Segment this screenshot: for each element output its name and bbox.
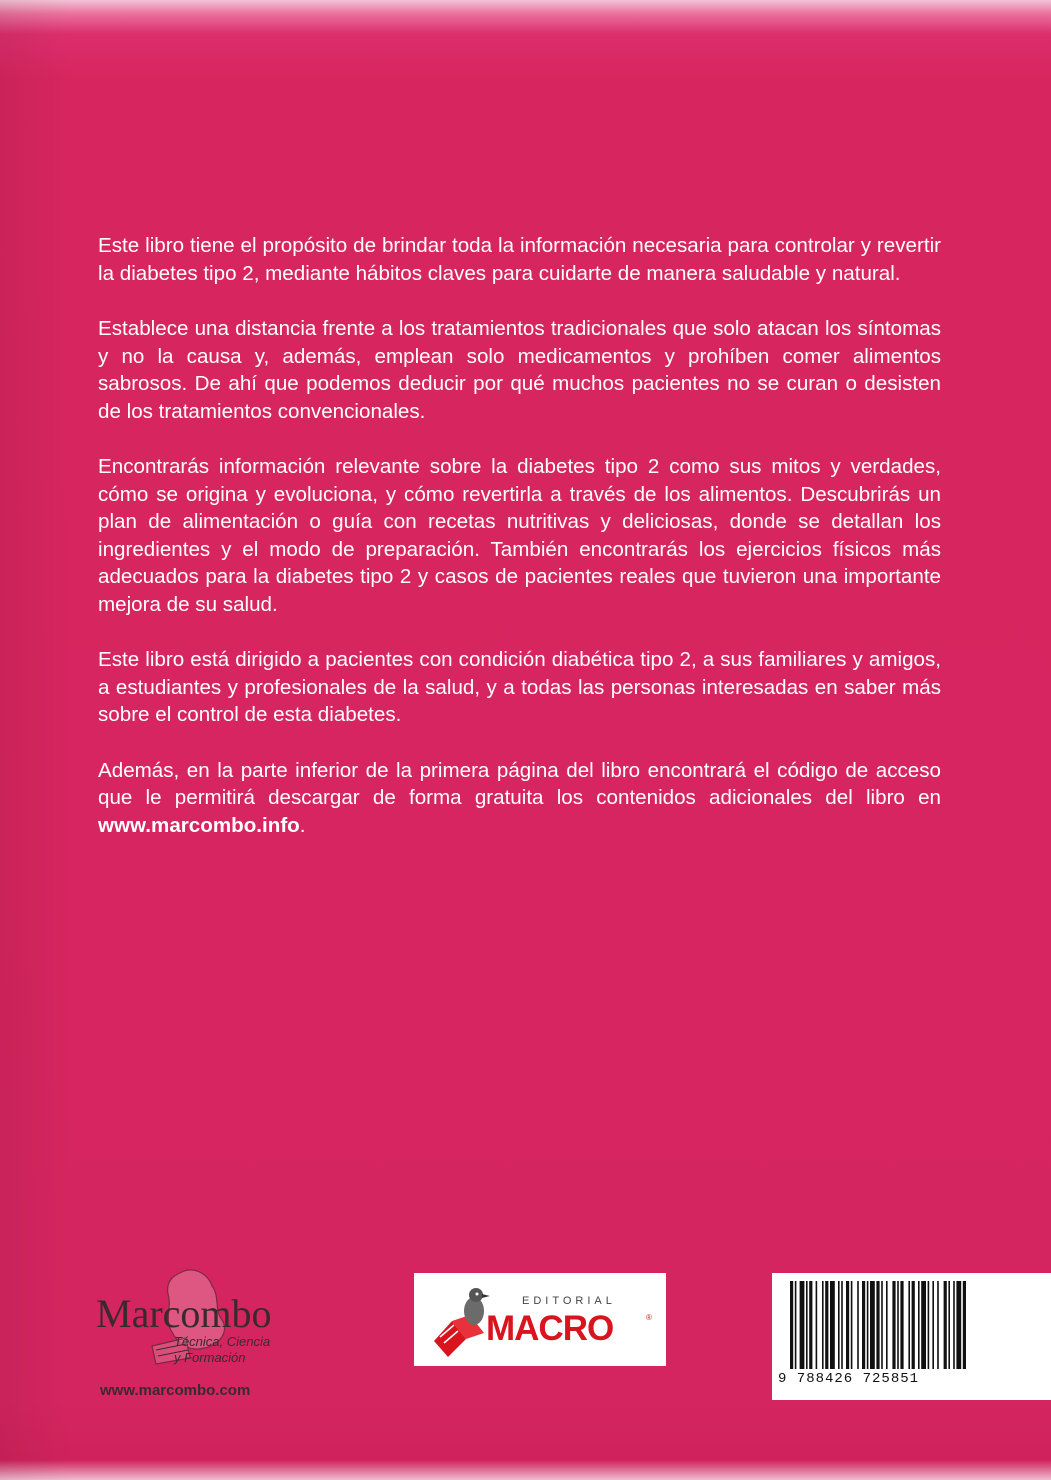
barcode-bar xyxy=(830,1281,835,1369)
editorial-label: EDITORIAL xyxy=(522,1295,616,1307)
barcode-bar xyxy=(870,1281,875,1369)
isbn-barcode xyxy=(772,1273,1051,1400)
barcode-bars xyxy=(790,1281,1045,1369)
barcode-bar xyxy=(838,1281,840,1369)
barcode-bar xyxy=(806,1281,808,1369)
barcode-bar xyxy=(825,1281,828,1369)
barcode-bar xyxy=(886,1281,888,1369)
blurb-paragraph-4: Este libro está dirigido a pacientes con condición diabética tipo 2, a sus familiares y amigos, a estudiantes y profesionales de la salud, y a todas las personas interesadas en saber más sobre el control de esta diabetes. xyxy=(98,648,941,726)
barcode-bar xyxy=(790,1281,793,1369)
barcode-bar xyxy=(948,1281,950,1369)
barcode-bar xyxy=(867,1281,869,1369)
barcode-bar xyxy=(881,1281,883,1369)
info-url-link[interactable]: www.marcombo.info xyxy=(98,813,300,837)
marcombo-logo xyxy=(96,1262,336,1412)
barcode-bar xyxy=(953,1281,955,1369)
barcode-bar xyxy=(928,1281,930,1369)
barcode-bar xyxy=(908,1281,910,1369)
marcombo-name: Marcombo xyxy=(96,1291,272,1336)
barcode-bar xyxy=(963,1281,966,1369)
barcode-bar xyxy=(809,1281,812,1369)
barcode-bar xyxy=(956,1281,961,1369)
barcode-bar xyxy=(912,1281,915,1369)
blurb-paragraph-1: Este libro tiene el propósito de brindar toda la información necesaria para controlar y revertir la diabetes tipo 2, mediante hábitos claves para cuidarte de manera saludable y natural. xyxy=(98,234,941,285)
blurb-paragraph-2: Establece una distancia frente a los tratamientos tradicionales que solo atacan los síntomas y no la causa y, además, emplean solo medicamentos y prohíben comer alimentos sabrosos. De ahí que podemos deducir por qué muchos pacientes no se curan o desisten de los tratamientos convencionales. xyxy=(98,317,941,423)
barcode-bar xyxy=(800,1281,805,1369)
marcombo-tagline-line-1: Técnica, Ciencia xyxy=(174,1334,271,1349)
barcode-bar xyxy=(841,1281,843,1369)
blurb-paragraph-5 xyxy=(98,757,941,840)
blurb-paragraph-3: Encontrarás información relevante sobre la diabetes tipo 2 como sus mitos y verdades, cómo se origina y evoluciona, y cómo revertirla a través de los alimentos. Descubrirás un plan de alimentación o guía con recetas nutritivas y deliciosas, donde se detallan los ingredientes y el modo de preparación. También encontrarás los ejercicios físicos más adecuados para la diabetes tipo 2 y casos de pacientes reales que tuvieron una importante mejora de su salud. xyxy=(98,455,941,616)
macro-name: MACRO xyxy=(486,1309,614,1348)
blurb-paragraph-5-text: Además, en la parte inferior de la primera página del libro encontrará el código de acceso que le permitirá descargar de forma gratuita los contenidos adicionales del libro en xyxy=(98,758,941,809)
barcode-bar xyxy=(795,1281,797,1369)
barcode-bar xyxy=(857,1281,859,1369)
barcode-bar xyxy=(900,1281,903,1369)
barcode-bar xyxy=(892,1281,895,1369)
barcode-bar xyxy=(862,1281,865,1369)
barcode-bar xyxy=(944,1281,947,1369)
marcombo-website-link[interactable]: www.marcombo.com xyxy=(100,1382,251,1399)
barcode-bar xyxy=(897,1281,899,1369)
barcode-bar xyxy=(937,1281,939,1369)
editorial-macro-logo xyxy=(414,1273,666,1366)
blurb-paragraph-5-end: . xyxy=(299,813,306,837)
barcode-bar xyxy=(851,1281,853,1369)
isbn-number: 9 788426 725851 xyxy=(778,1371,920,1387)
marcombo-tagline xyxy=(174,1334,270,1366)
barcode-bar xyxy=(846,1281,849,1369)
barcode-bar xyxy=(921,1281,926,1369)
back-cover-blurb xyxy=(98,232,941,867)
barcode-bar xyxy=(816,1281,818,1369)
barcode-bar xyxy=(918,1281,920,1369)
registered-mark: ® xyxy=(646,1313,652,1322)
barcode-bar xyxy=(822,1281,824,1369)
barcode-bar xyxy=(876,1281,879,1369)
marcombo-tagline-line-2: y Formación xyxy=(174,1350,246,1365)
barcode-bar xyxy=(932,1281,934,1369)
